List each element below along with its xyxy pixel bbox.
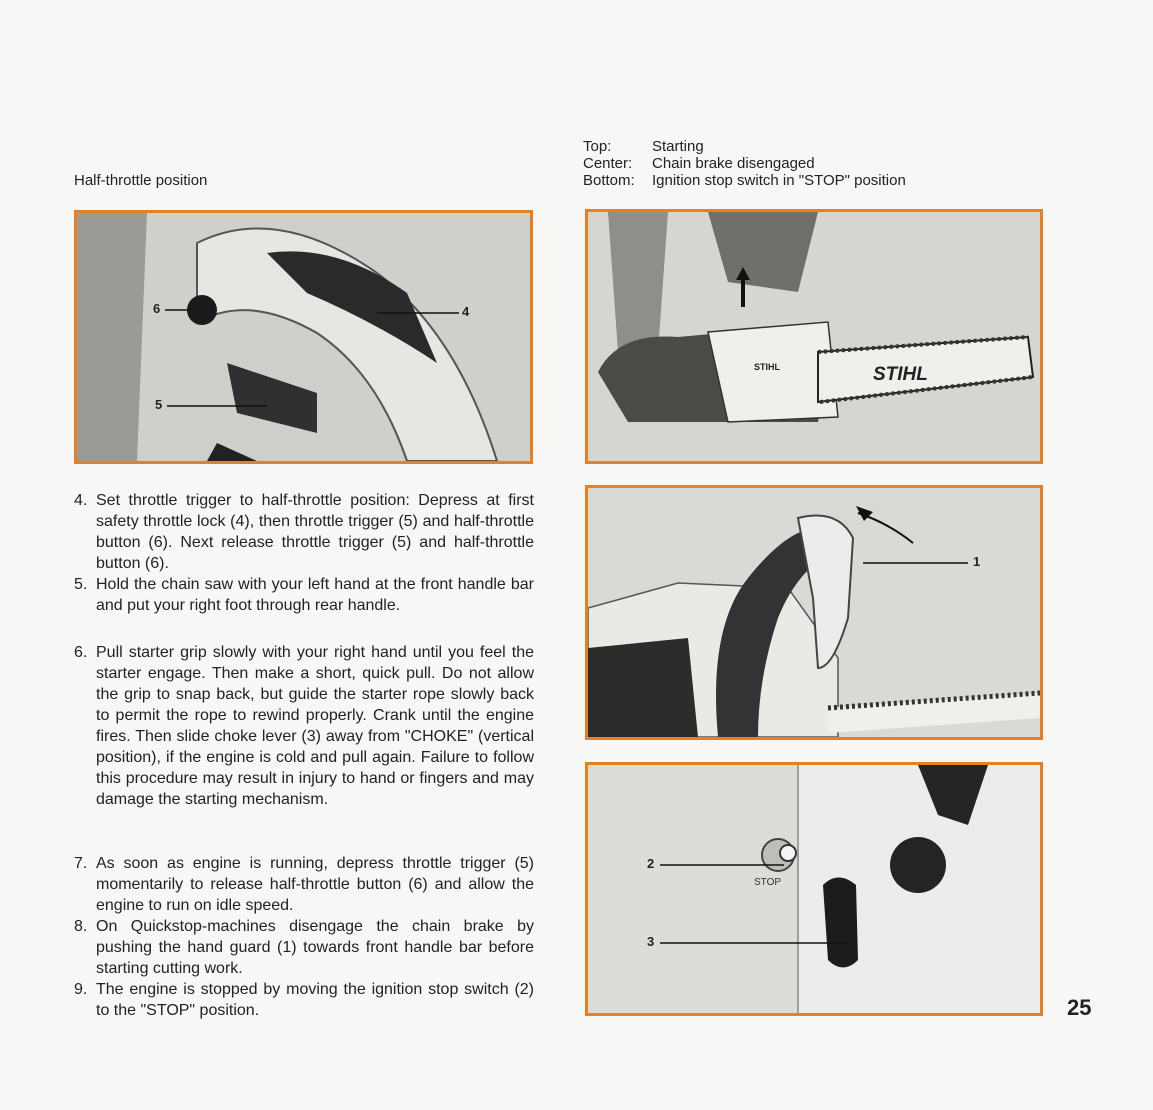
- figure-chain-brake: [585, 485, 1043, 740]
- page-number: 25: [1067, 995, 1092, 1020]
- caption-key: Top:: [583, 138, 612, 155]
- step-number: 6.: [74, 644, 88, 661]
- callout-lines: [588, 765, 1040, 1013]
- figure-captions: [583, 138, 906, 189]
- figure-starting: [585, 209, 1043, 464]
- callout-6: 6: [153, 301, 161, 316]
- caption-key: Center:: [583, 155, 633, 172]
- caption-value: Ignition stop switch in "STOP" position: [652, 172, 906, 189]
- step-number: 5.: [74, 576, 88, 593]
- figure-caption-half-throttle: Half-throttle position: [74, 172, 208, 189]
- step-item: [74, 490, 534, 574]
- callout-2: 2: [647, 856, 655, 871]
- step-text: Pull starter grip slowly with your right hand until you feel the starter engage. Then make a short, quick pull. Do not allow the grip to snap back, but guide the starter rope slowly back to permit the rope to rewind properly. Crank until the engine fires. Then slide choke lever (3) away from "CHOKE" (vertical position), if the engine is cold and pull again. Failure to follow this procedure may result in injury to hand or fingers and may damage the starting mechanism.: [96, 644, 534, 808]
- step-item: [74, 642, 534, 810]
- callout-3: 3: [647, 934, 655, 949]
- step-item: [74, 916, 534, 979]
- callout-lines: [77, 213, 530, 461]
- figure-ignition-stop: [585, 762, 1043, 1016]
- stop-switch-label: STOP: [754, 877, 782, 888]
- step-text: On Quickstop-machines disengage the chain brake by pushing the hand guard (1) towards front handle bar before starting cutting work.: [96, 918, 534, 977]
- caption-key: Bottom:: [583, 172, 635, 189]
- step-number: 4.: [74, 492, 88, 509]
- step-number: 8.: [74, 918, 88, 935]
- chain-brake-illustration: [588, 488, 1040, 737]
- caption-row-center: [583, 155, 906, 172]
- step-text: As soon as engine is running, depress throttle trigger (5) momentarily to release half-throttle button (6) and allow the engine to run on idle speed.: [96, 855, 534, 914]
- brand-logo-bar: STIHL: [873, 364, 928, 385]
- caption-value: Chain brake disengaged: [652, 155, 815, 172]
- callout-5: 5: [155, 397, 163, 412]
- step-number: 7.: [74, 855, 88, 872]
- step-item: [74, 853, 534, 916]
- callout-4: 4: [462, 304, 470, 319]
- step-item: [74, 574, 534, 616]
- step-text: The engine is stopped by moving the ignition stop switch (2) to the "STOP" position.: [96, 981, 534, 1019]
- chainsaw-starting-illustration: [588, 212, 1040, 461]
- callout-1: 1: [973, 554, 981, 569]
- step-list-b: [74, 642, 534, 810]
- step-text: Set throttle trigger to half-throttle position: Depress at first safety throttle lock (4), then throttle trigger (5) and half-throttle button (6). Next release throttle trigger (5) and half-throttle button (6).: [96, 492, 534, 572]
- step-number: 9.: [74, 981, 88, 998]
- caption-value: Starting: [652, 138, 704, 155]
- caption-row-top: [583, 138, 906, 155]
- figure-half-throttle: [74, 210, 533, 464]
- step-list-c: [74, 853, 534, 1021]
- caption-row-bottom: [583, 172, 906, 189]
- step-text: Hold the chain saw with your left hand at the front handle bar and put your right foot through rear handle.: [96, 576, 534, 614]
- brand-logo-body: STIHL: [754, 362, 780, 372]
- step-list-a: [74, 490, 534, 616]
- step-item: [74, 979, 534, 1021]
